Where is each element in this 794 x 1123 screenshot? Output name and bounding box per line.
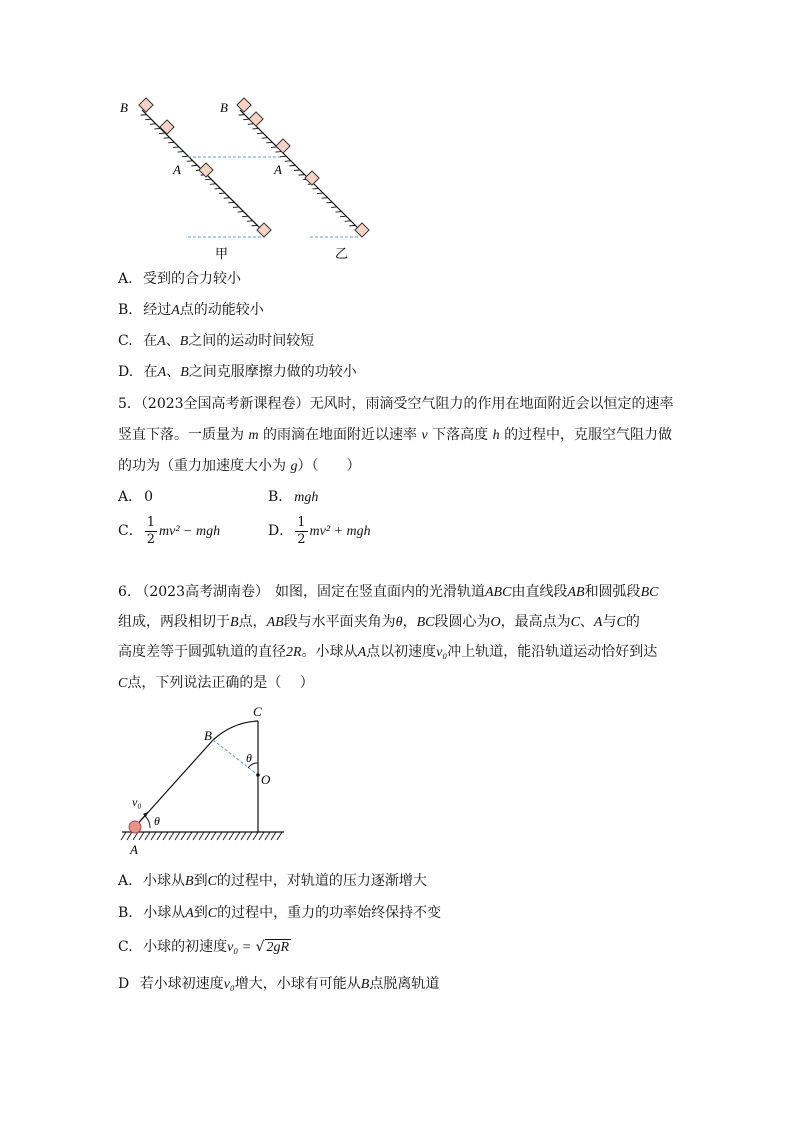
ground-hatch-mark (229, 832, 234, 840)
q6-option-d-v: B (360, 977, 370, 992)
q6-option-b-post: 的过程中，重力的功率始终保持不变 (217, 905, 442, 921)
ground-hatch-mark (163, 832, 168, 840)
q5-option-c-expr: mv² − mgh (159, 524, 221, 539)
hatch-mark (262, 138, 268, 139)
ground-hatch-mark (223, 832, 228, 840)
q6-option-a-mid: 到 (193, 873, 208, 889)
incline-left (120, 98, 271, 261)
hatch-mark (349, 225, 355, 226)
ground-hatch-mark (157, 832, 162, 840)
ball (129, 821, 141, 833)
q5-option-b-text: mgh (294, 490, 319, 505)
q5-line3 (118, 456, 360, 477)
q6-line2-theta: θ (395, 615, 403, 630)
hatch-mark (289, 165, 295, 166)
ground-hatch-mark (271, 832, 276, 840)
q5-line2-a: 竖直下落。一质量为 (118, 427, 244, 443)
ground-hatch-mark (199, 832, 204, 840)
q6-option-c-sqrt: 2gR (266, 940, 290, 955)
q6-option-c-var: v₀ = (227, 940, 252, 955)
q4-option-d-post: 之间克服摩擦力做的功较小 (188, 364, 357, 380)
q4-option-b[interactable] (118, 300, 264, 321)
q4-option-a[interactable] (118, 269, 241, 289)
ground-hatch-mark (259, 832, 264, 840)
hatch-mark (210, 184, 216, 185)
q6-line3-a: 高度差等于圆弧轨道的直径 (118, 644, 286, 660)
q6-line3-b: 。小球从 (301, 644, 358, 660)
q5-option-c-num: 1 (146, 514, 155, 530)
q5-line1-text: 无风时，雨滴受空气阻力的作用在地面附近会以恒定的速率 (309, 396, 674, 412)
q5-number: 5． (118, 396, 141, 412)
q6-line4-rest: 点，下列说法正确的是（ ） (127, 675, 314, 691)
q6-number: 6. (118, 584, 132, 600)
q4-option-c-var1: A (157, 334, 166, 349)
q6-line1-c: 和圆弧段 (584, 584, 641, 600)
q6-option-b[interactable] (118, 903, 441, 924)
q5-var-m: m (248, 428, 259, 443)
fig-label-A: A (130, 842, 138, 857)
fig1-label-B-right: B (220, 100, 228, 115)
fig-label-C: C (253, 704, 262, 719)
block-left-bottom (257, 223, 271, 237)
q5-option-c-letter: C． (118, 523, 143, 539)
hatch-mark (214, 188, 220, 189)
hatch-mark (243, 119, 249, 120)
hatch-mark (145, 119, 151, 120)
q6-line2 (118, 612, 640, 633)
hatch-mark (164, 138, 170, 139)
block-right-4 (305, 171, 319, 185)
q4-option-c[interactable] (118, 331, 314, 352)
q4-option-d-var1: A (157, 365, 167, 380)
fig1-label-B-left: B (120, 100, 128, 115)
q4-option-b-letter: B. (118, 302, 133, 318)
hatch-mark (280, 156, 286, 157)
ground-hatch-mark (235, 832, 240, 840)
q6-option-d-pre: 若小球初速度 (139, 976, 224, 992)
ground-hatch-mark (217, 832, 222, 840)
q6-line2-var7: C (616, 615, 626, 630)
hatch-mark (150, 124, 156, 125)
hatch-mark (331, 207, 337, 208)
q6-line3-var3: v₀ (436, 645, 448, 660)
q5-option-d-frac (295, 515, 307, 548)
q5-option-b[interactable] (268, 487, 318, 508)
hatch-mark (266, 142, 272, 143)
ground-hatch-mark (193, 832, 198, 840)
q6-line2-g: 、 (579, 614, 594, 630)
q6-line2-d: ， (402, 614, 417, 630)
q6-line2-c: 段与水平面夹角为 (283, 614, 396, 630)
q5-var-v: v (421, 428, 428, 443)
track-figure (118, 700, 298, 860)
q5-option-d[interactable] (268, 513, 371, 550)
block-right-bottom (355, 223, 369, 237)
q5-option-d-num: 1 (297, 514, 306, 530)
q4-option-c-letter: C. (118, 333, 133, 349)
q6-line1-b: 由直线段 (511, 584, 568, 600)
fig-label-B: B (204, 728, 212, 743)
hatch-mark (248, 124, 254, 125)
q6-option-c-letter: C. (118, 939, 133, 955)
q4-option-d[interactable] (118, 362, 357, 383)
hatch-mark (168, 142, 174, 143)
q6-option-d[interactable] (118, 974, 439, 995)
center-o (256, 773, 260, 777)
q6-line2-i: 的 (625, 614, 640, 630)
ground-hatch-mark (151, 832, 156, 840)
q4-option-b-post: 点的动能较小 (179, 302, 264, 318)
hatch-mark (238, 212, 244, 213)
q4-option-d-pre: 在 (143, 364, 158, 380)
q5-option-d-den: 2 (297, 531, 306, 547)
hatch-mark (141, 115, 147, 116)
hatch-mark (257, 133, 263, 134)
q6-option-a-letter: A. (118, 873, 133, 889)
q6-line2-var5: C (570, 615, 580, 630)
q6-line2-var4: O (490, 615, 501, 630)
q6-line1 (118, 582, 658, 603)
hatch-mark (219, 193, 225, 194)
sqrt-icon: √ (255, 939, 265, 955)
q5-line2-c: 下落高度 (432, 427, 489, 443)
q4-option-c-pre: 在 (143, 333, 158, 349)
q5-option-c[interactable] (118, 513, 220, 550)
fig1-caption-right: 乙 (335, 246, 349, 261)
fig-label-O: O (261, 772, 271, 787)
ground-hatch-mark (187, 832, 192, 840)
ground-hatch-mark (121, 832, 126, 840)
hatch-mark (299, 175, 305, 176)
hatch-mark (252, 128, 258, 129)
hatch-mark (233, 207, 239, 208)
q6-line2-var2: AB (266, 615, 284, 630)
ground-hatch-mark (277, 832, 282, 840)
q6-option-a-v2: C (207, 874, 217, 889)
q6-line3-d: 冲上轨道，能沿轨道运动恰好到达 (447, 644, 658, 660)
q5-line1 (118, 394, 674, 414)
hatch-mark (205, 179, 211, 180)
hatch-mark (312, 188, 318, 189)
hatch-mark (247, 221, 253, 222)
hatch-mark (191, 165, 197, 166)
q4-option-c-var2: B (179, 334, 189, 349)
hatch-mark (242, 216, 248, 217)
q6-line1-var: ABC (485, 585, 512, 600)
q5-line2-d: 的过程中，克服空气阻力做 (504, 427, 673, 443)
q6-line3-var: 2R (286, 645, 302, 660)
fig-label-theta-o: θ (246, 751, 252, 765)
block-right-3 (276, 139, 290, 153)
q5-option-c-frac (145, 515, 157, 548)
q5-line3-end: ）（ ） (297, 458, 361, 474)
q6-line3-var2: A (357, 645, 367, 660)
hatch-mark (294, 170, 300, 171)
q6-line2-b: 点， (238, 614, 267, 630)
incline-figure (110, 90, 390, 270)
fig1-label-A-right: A (274, 162, 282, 177)
q4-option-c-sep: 、 (165, 333, 180, 349)
ground-hatch-mark (139, 832, 144, 840)
q6-option-c-pre: 小球的初速度 (143, 939, 228, 955)
block-left-top (139, 98, 153, 112)
q5-line3-a: 的功为（重力加速度大小为 (118, 458, 286, 474)
fig-label-theta-a: θ (154, 814, 160, 828)
q6-option-d-var: v₀ (223, 977, 235, 992)
q5-option-a-text: 0 (144, 489, 154, 505)
q6-option-a-pre: 小球从 (143, 873, 186, 889)
q6-line4 (118, 673, 314, 694)
hatch-mark (276, 152, 282, 153)
fig1-caption-left: 甲 (215, 246, 229, 261)
q6-option-b-mid: 到 (193, 905, 208, 921)
q6-option-a-v1: B (185, 874, 194, 889)
angle-arc-a (145, 816, 150, 828)
ground-hatch-mark (145, 832, 150, 840)
hatch-mark (178, 152, 184, 153)
q6-line2-f: ，最高点为 (500, 614, 571, 630)
q5-option-d-letter: D． (268, 523, 294, 539)
q6-option-c[interactable] (118, 937, 291, 958)
hatch-mark (173, 147, 179, 148)
hatch-mark (326, 202, 332, 203)
q6-line2-a: 组成，两段相切于 (118, 614, 230, 630)
q6-line3 (118, 642, 657, 663)
q6-option-b-pre: 小球从 (143, 905, 186, 921)
q6-option-d-post: 点脱离轨道 (369, 976, 440, 992)
fig1-label-A-left: A (173, 162, 181, 177)
q5-var-g: g (290, 459, 298, 474)
hatch-mark (336, 212, 342, 213)
ground-hatch-mark (127, 832, 132, 840)
q5-option-a[interactable] (118, 487, 153, 507)
q5-line2-b: 的雨滴在地面附近以速率 (263, 427, 418, 443)
q4-option-c-post: 之间的运动时间较短 (188, 333, 315, 349)
q4-option-d-sep: 、 (166, 364, 181, 380)
q4-option-d-letter: D. (118, 364, 134, 380)
block-right-top (237, 98, 251, 112)
ground-hatch-mark (211, 832, 216, 840)
q6-option-b-v2: C (207, 906, 218, 921)
hatch-mark (271, 147, 277, 148)
ground-hatch-mark (181, 832, 186, 840)
hatch-mark (228, 202, 234, 203)
q4-option-b-var: A (171, 303, 180, 318)
q6-line1-var3: BC (640, 585, 659, 600)
q4-option-b-pre: 经过 (143, 302, 172, 318)
hatch-mark (340, 216, 346, 217)
q6-source: （2023高考湖南卷） (135, 584, 269, 600)
ground-hatch-mark (265, 832, 270, 840)
q6-line2-h: 与 (602, 614, 617, 630)
q5-line2 (118, 425, 672, 446)
q5-option-d-expr: mv² + mgh (309, 524, 371, 539)
track-arc-bc (213, 721, 258, 740)
q6-option-a[interactable] (118, 871, 427, 892)
hatch-mark (322, 198, 328, 199)
q6-option-b-letter: B. (118, 905, 133, 921)
q5-var-h: h (492, 428, 500, 443)
q6-line4-var: C (118, 676, 128, 691)
ground-hatch-mark (253, 832, 258, 840)
q6-option-b-v1: A (185, 906, 194, 921)
hatch-mark (187, 161, 193, 162)
hatch-mark (224, 198, 230, 199)
q6-line2-var: B (230, 615, 239, 630)
hatch-mark (251, 225, 257, 226)
q5-option-b-letter: B． (268, 489, 293, 505)
q6-option-a-post: 的过程中，对轨道的压力逐渐增大 (216, 873, 427, 889)
q6-line2-var6: A (593, 615, 603, 630)
q4-option-a-letter: A. (118, 271, 133, 287)
q4-option-d-var2: B (180, 365, 189, 380)
hatch-mark (182, 156, 188, 157)
ground-hatch-mark (247, 832, 252, 840)
hatch-mark (154, 128, 160, 129)
hatch-mark (159, 133, 165, 134)
q4-option-a-text: 受到的合力较小 (143, 271, 242, 287)
incline-right (220, 98, 369, 261)
q6-line1-var2: AB (567, 585, 585, 600)
block-left-2 (160, 120, 174, 134)
fig-label-v0: v₀ (132, 795, 142, 809)
hatch-mark (317, 193, 323, 194)
q6-line3-c: 点以初速度 (366, 644, 437, 660)
ground-hatch-mark (241, 832, 246, 840)
q5-option-a-letter: A． (118, 489, 143, 505)
ground-hatch-mark (205, 832, 210, 840)
ground-hatch-mark (169, 832, 174, 840)
q6-line2-var3: BC (416, 615, 435, 630)
hatch-mark (285, 161, 291, 162)
hatch-mark (345, 221, 351, 222)
q6-line2-e: 段圆心为 (434, 614, 491, 630)
q5-option-c-den: 2 (146, 531, 155, 547)
q6-line1-a: 如图，固定在竖直面内的光滑轨道 (275, 584, 485, 600)
q5-source: （2023全国高考新课程卷） (140, 396, 310, 412)
hatch-mark (239, 115, 245, 116)
q6-option-d-mid: 增大，小球有可能从 (234, 976, 361, 992)
q6-option-d-letter: D (118, 976, 130, 992)
ground-hatch-mark (175, 832, 180, 840)
